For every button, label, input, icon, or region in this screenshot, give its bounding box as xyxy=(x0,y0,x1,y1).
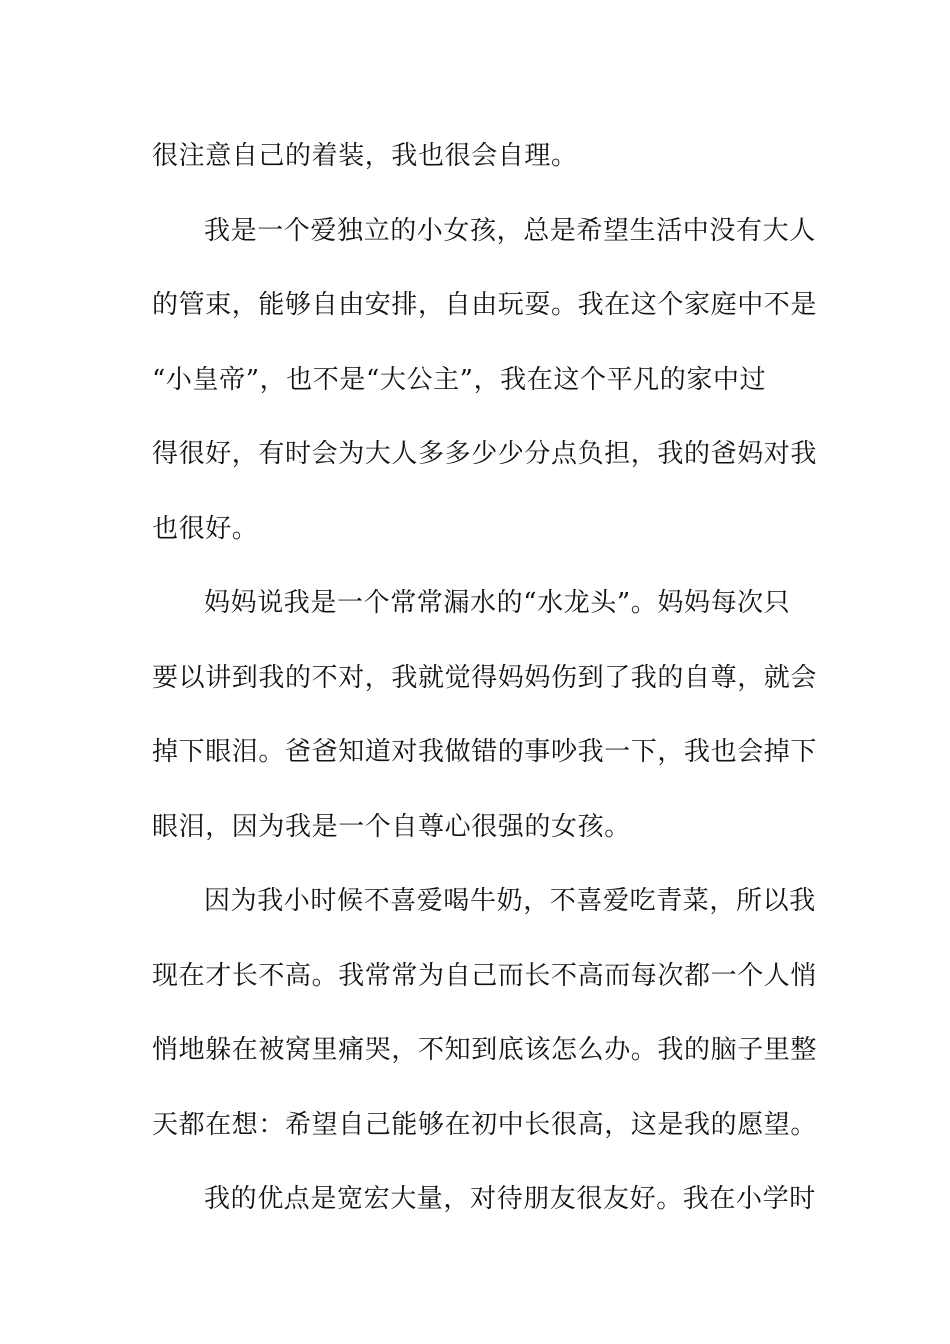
text-line: 很注意自己的着装，我也很会自理。 xyxy=(152,141,578,171)
text-line: 妈妈说我是一个常常漏水的“水龙头”。妈妈每次只 xyxy=(204,588,791,618)
text-line: 要以讲到我的不对，我就觉得妈妈伤到了我的自尊，就会 xyxy=(152,662,818,693)
text-line: 因为我小时候不喜爱喝牛奶，不喜爱吃青菜，所以我 xyxy=(204,886,816,916)
text-line: 现在才长不高。我常常为自己而长不高而每次都一个人悄 xyxy=(152,960,818,991)
text-line: 也很好。 xyxy=(152,513,259,544)
text-line: 的管束，能够自由安排，自由玩耍。我在这个家庭中不是 xyxy=(152,290,818,320)
text-line: 我的优点是宽宏大量，对待朋友很友好。我在小学时 xyxy=(204,1184,816,1214)
text-line: 我是一个爱独立的小女孩，总是希望生活中没有大人 xyxy=(204,215,816,246)
text-line: 悄地躲在被窝里痛哭，不知到底该怎么办。我的脑子里整 xyxy=(152,1035,818,1065)
text-line: 天都在想：希望自己能够在初中长很高，这是我的愿望。 xyxy=(152,1109,818,1140)
text-line: 掉下眼泪。爸爸知道对我做错的事吵我一下，我也会掉下 xyxy=(152,737,818,767)
text-line: “小皇帝”，也不是“大公主”，我在这个平凡的家中过 xyxy=(152,364,767,395)
document-body xyxy=(152,126,818,1244)
text-line: 眼泪，因为我是一个自尊心很强的女孩。 xyxy=(152,811,631,842)
text-line: 得很好，有时会为大人多多少少分点负担，我的爸妈对我 xyxy=(152,439,818,469)
